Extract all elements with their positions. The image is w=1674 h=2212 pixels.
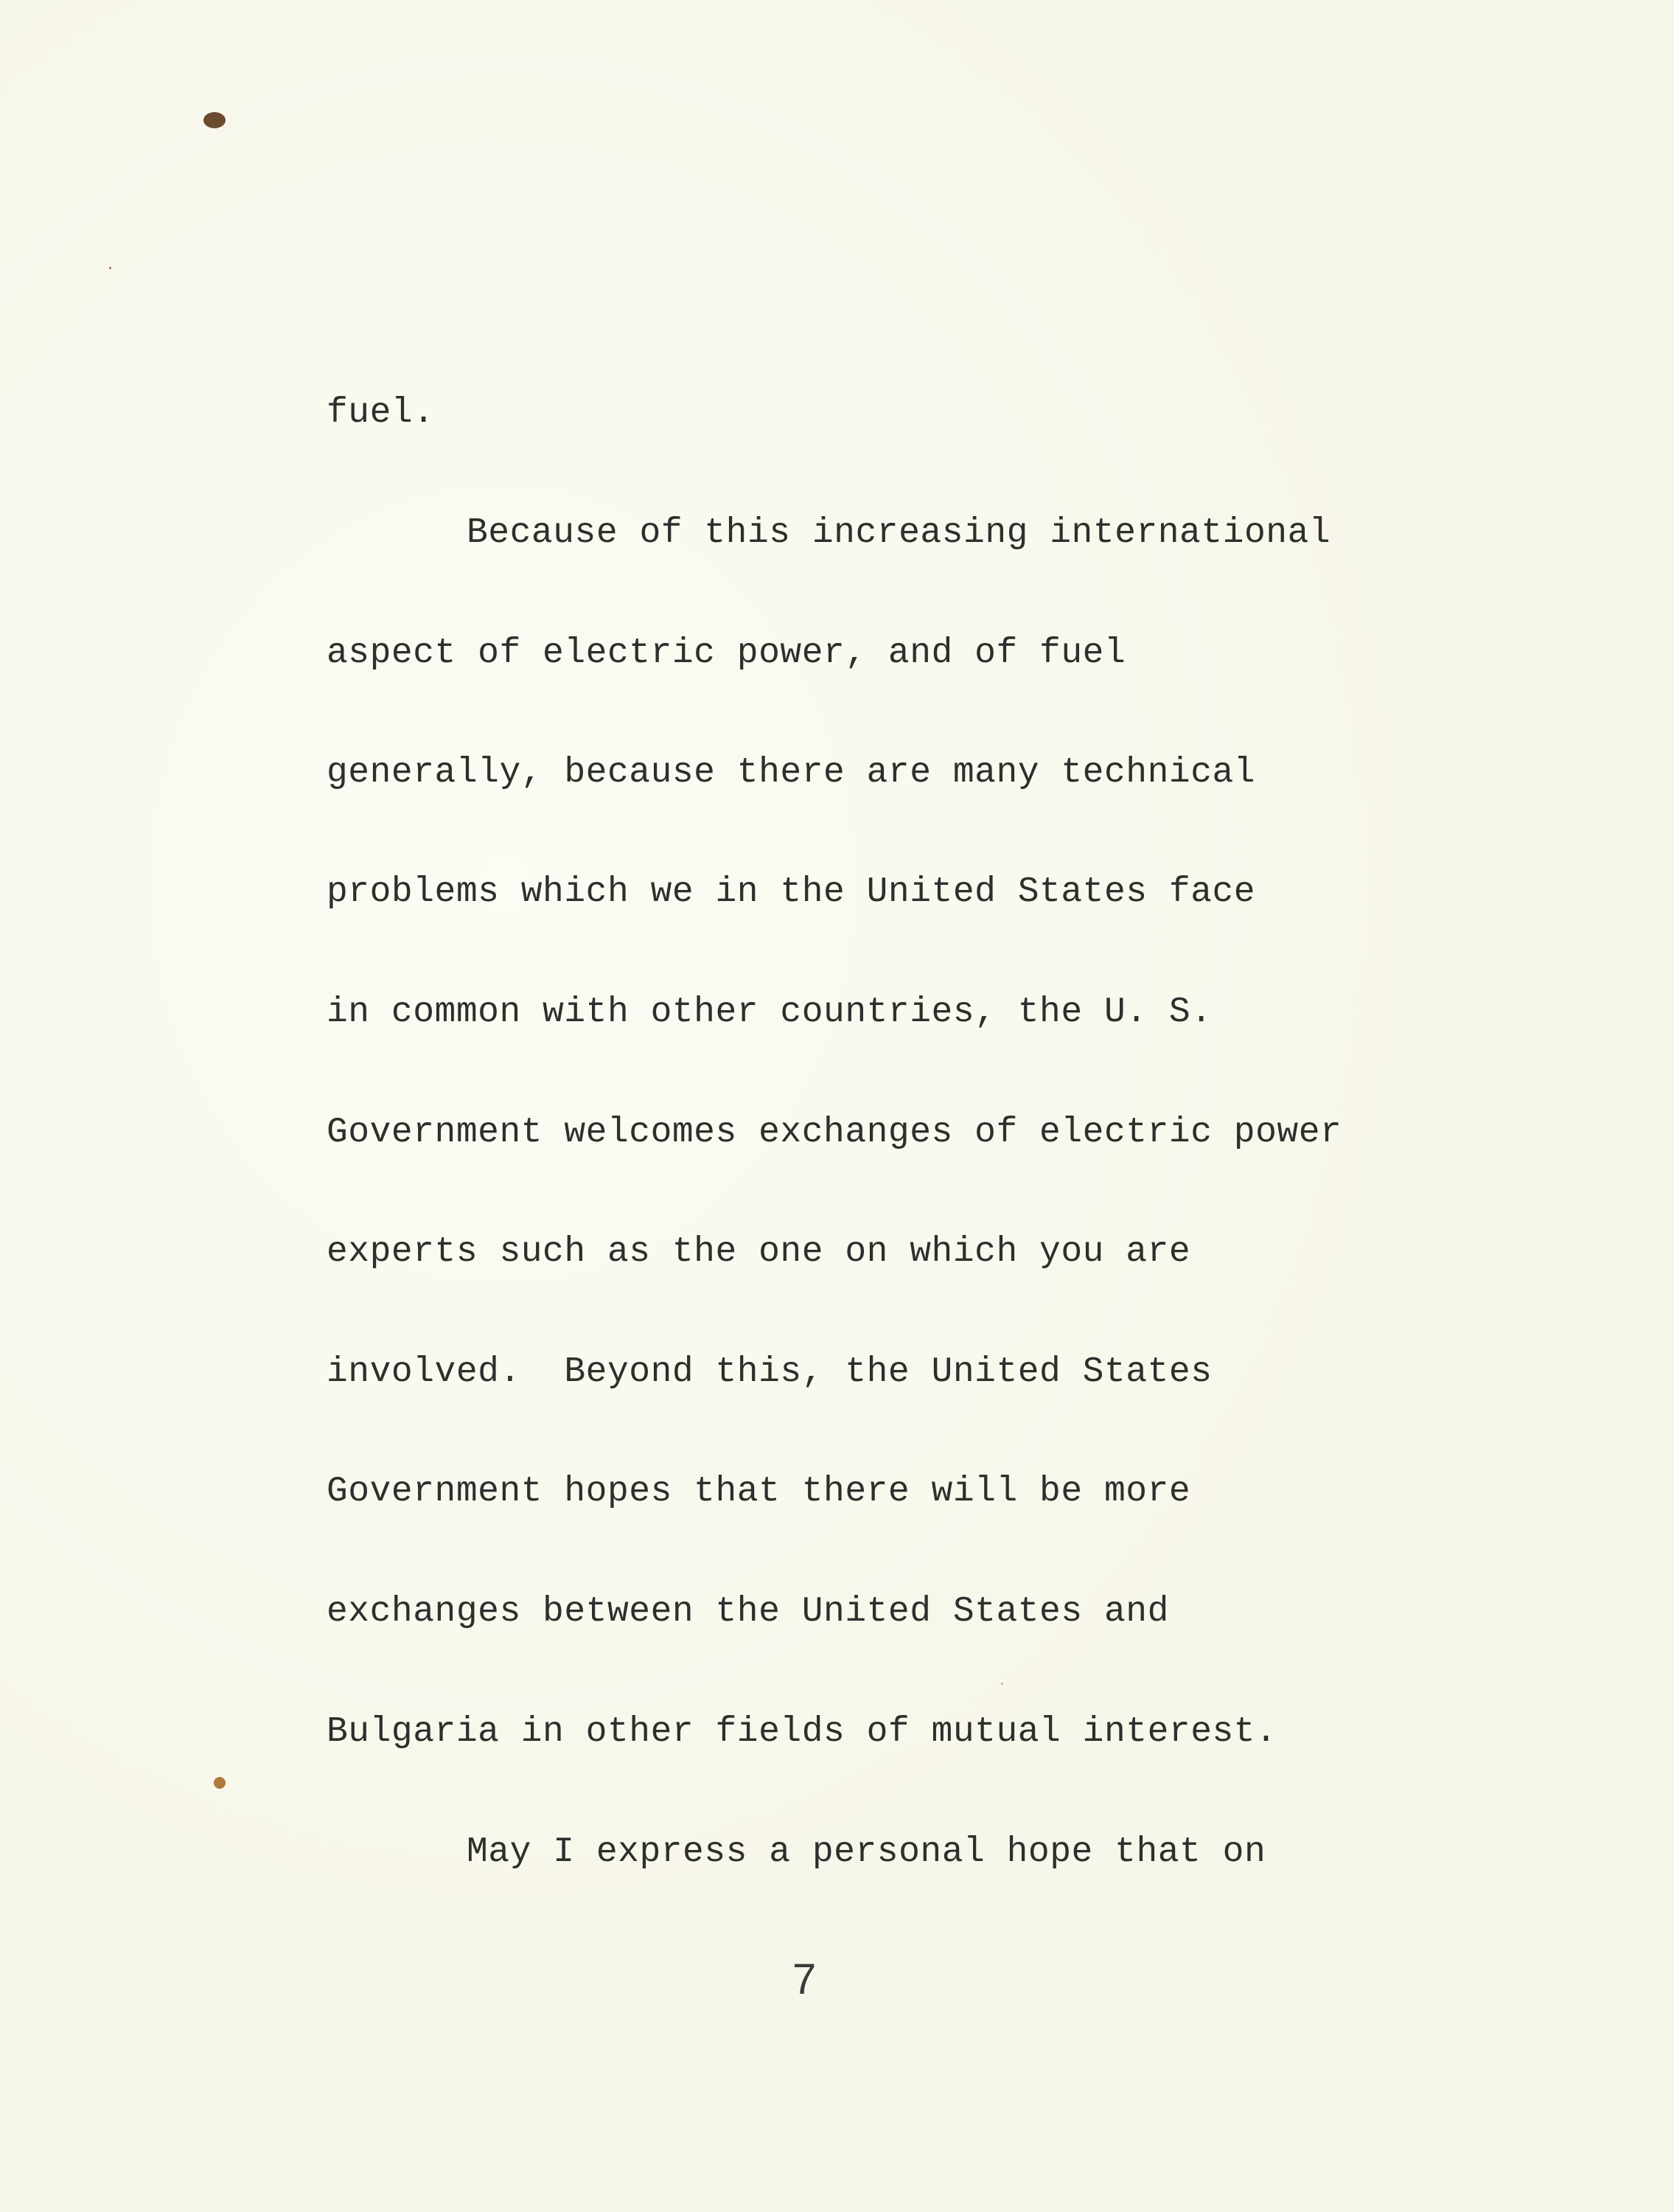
page-number: 7 <box>792 1955 817 2003</box>
text-line: fuel. <box>327 393 435 433</box>
ink-blot-mark <box>203 112 226 128</box>
paper-speck <box>1001 1683 1003 1685</box>
text-line: Because of this increasing international <box>467 513 1331 553</box>
text-line: Bulgaria in other fields of mutual interest. <box>327 1712 1277 1752</box>
text-line: in common with other countries, the U. S. <box>327 992 1213 1032</box>
text-line: May I express a personal hope that on <box>467 1832 1266 1872</box>
text-line: experts such as the one on which you are <box>327 1232 1191 1272</box>
text-line: involved. Beyond this, the United States <box>327 1352 1213 1392</box>
text-line: aspect of electric power, and of fuel <box>327 633 1126 673</box>
text-line: generally, because there are many technical <box>327 753 1256 793</box>
text-line: exchanges between the United States and <box>327 1592 1169 1632</box>
text-line: Government welcomes exchanges of electric power <box>327 1113 1342 1152</box>
stain-mark <box>214 1777 226 1789</box>
text-line: problems which we in the United States face <box>327 872 1256 912</box>
paper-speck <box>109 267 111 269</box>
text-line: Government hopes that there will be more <box>327 1472 1191 1512</box>
